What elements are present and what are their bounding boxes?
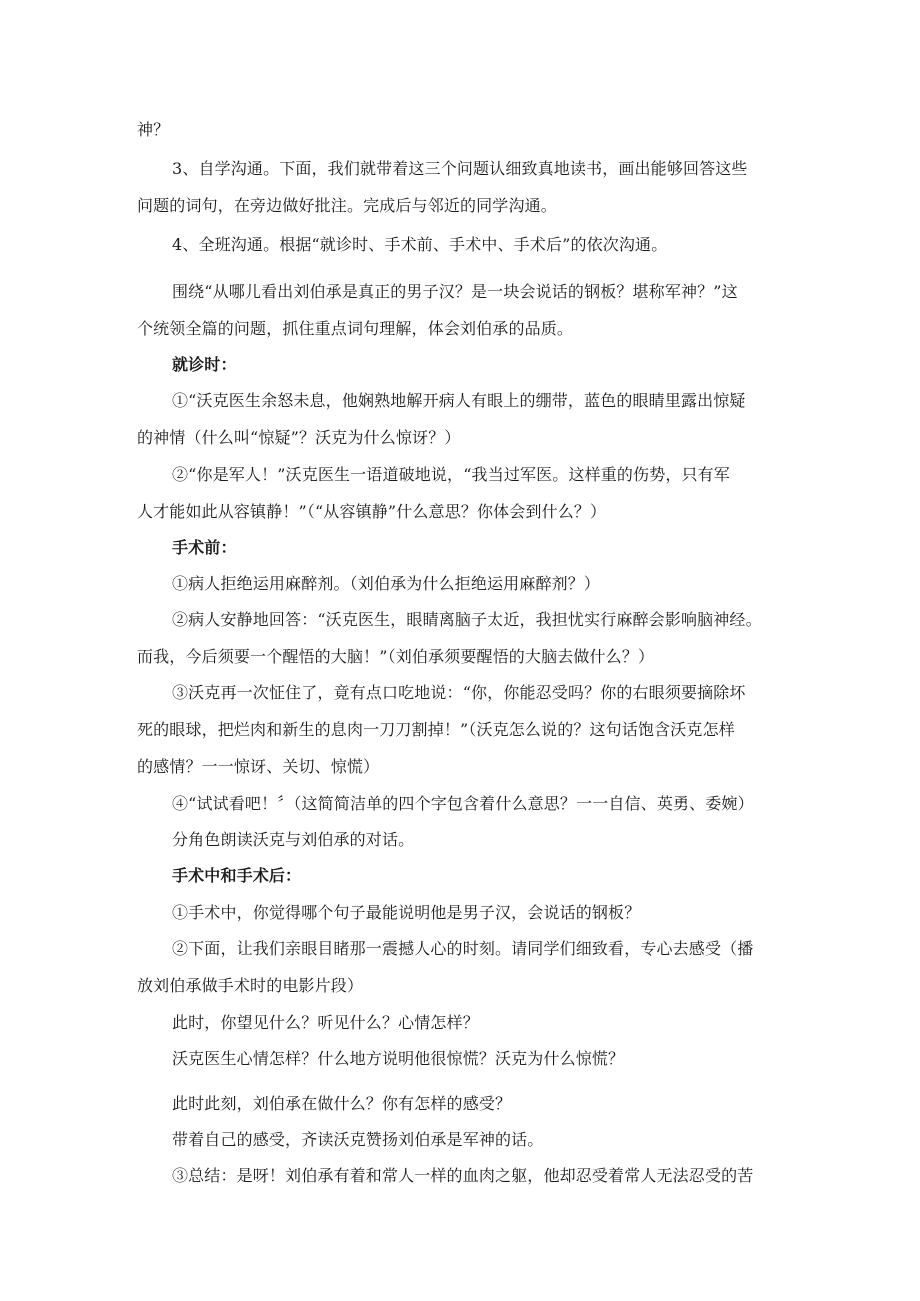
paragraph-line: 4、全班沟通。根据“就诊时、手术前、手术中、手术后”的依次沟通。 (172, 235, 668, 254)
paragraph-line: 而我，今后须要一个醒悟的大脑！”（刘伯承须要醒悟的大脑去做什么？） (137, 647, 655, 666)
paragraph-line: 放刘伯承做手术时的电影片段） (137, 976, 364, 995)
paragraph-line: 死的眼球，把烂肉和新生的息肉一刀刀割掉！”（沃克怎么说的？这句话饱含沃克怎样 (137, 720, 735, 739)
paragraph-line: ②下面，让我们亲眼目睹那一震撼人心的时刻。请同学们细致看，专心去感受（播 (172, 939, 754, 958)
paragraph-line: ③沃克再一次怔住了，竟有点口吃地说：“你，你能忍受吗？你的右眼须要摘除坏 (172, 683, 746, 702)
paragraph-line: ②病人安静地回答：“沃克医生，眼睛离脑子太近，我担忧实行麻醉会影响脑神经。 (172, 610, 762, 629)
section-heading: 手术中和手术后： (172, 866, 302, 885)
paragraph-line: ④“试试看吧！〞（这简简洁单的四个字包含着什么意思？一一自信、英勇、委婉） (172, 794, 754, 813)
paragraph-line: 此时此刻，刘伯承在做什么？你有怎样的感受？ (172, 1094, 512, 1113)
paragraph-line: ③总结：是呀！刘伯承有着和常人一样的血肉之躯，他却忍受着常人无法忍受的苦 (172, 1166, 754, 1185)
section-heading: 手术前： (172, 538, 237, 557)
paragraph-line: 人才能如此从容镇静！”（“从容镇静”什么意思？你体会到什么？） (137, 502, 607, 521)
paragraph-line: 问题的词句，在旁边做好批注。完成后与邻近的同学沟通。 (137, 196, 557, 215)
paragraph-line: ②“你是军人！”沃克医生一语道破地说，“我当过军医。这样重的伤势，只有军 (172, 465, 730, 484)
paragraph-line: 围绕“从哪儿看出刘伯承是真正的男子汉？是一块会说话的钢板？堪称军神？”这 (172, 282, 738, 301)
paragraph-line: 此时，你望见什么？听见什么？心情怎样？ (172, 1013, 479, 1032)
paragraph-line: 沃克医生心情怎样？什么地方说明他很惊慌？沃克为什么惊慌？ (172, 1049, 625, 1068)
paragraph-line: ①病人拒绝运用麻醉剂。（刘伯承为什么拒绝运用麻醉剂？） (172, 574, 601, 593)
paragraph-line: 3、自学沟通。下面，我们就带着这三个问题认细致真地读书，画出能够回答这些 (172, 159, 748, 178)
paragraph-line: 个统领全篇的问题，抓住重点词句理解，体会刘伯承的品质。 (137, 319, 574, 338)
paragraph-line: 的感情？一一惊讶、关切、惊慌） (137, 757, 380, 776)
paragraph-line: ①“沃克医生余怒未息，他娴熟地解开病人有眼上的绷带，蓝色的眼睛里露出惊疑 (172, 391, 746, 410)
section-heading: 就诊时： (172, 355, 237, 374)
paragraph-line: 分角色朗读沃克与刘伯承的对话。 (172, 830, 415, 849)
paragraph-line: ①手术中，你觉得哪个句子最能说明他是男子汉，会说话的钢板？ (172, 903, 641, 922)
paragraph-line: 带着自己的感受，齐读沃克赞扬刘伯承是军神的话。 (172, 1130, 544, 1149)
paragraph-line: 神？ (137, 120, 170, 139)
paragraph-line: 的神情（什么叫“惊疑”？沃克为什么惊讶？） (137, 428, 461, 447)
